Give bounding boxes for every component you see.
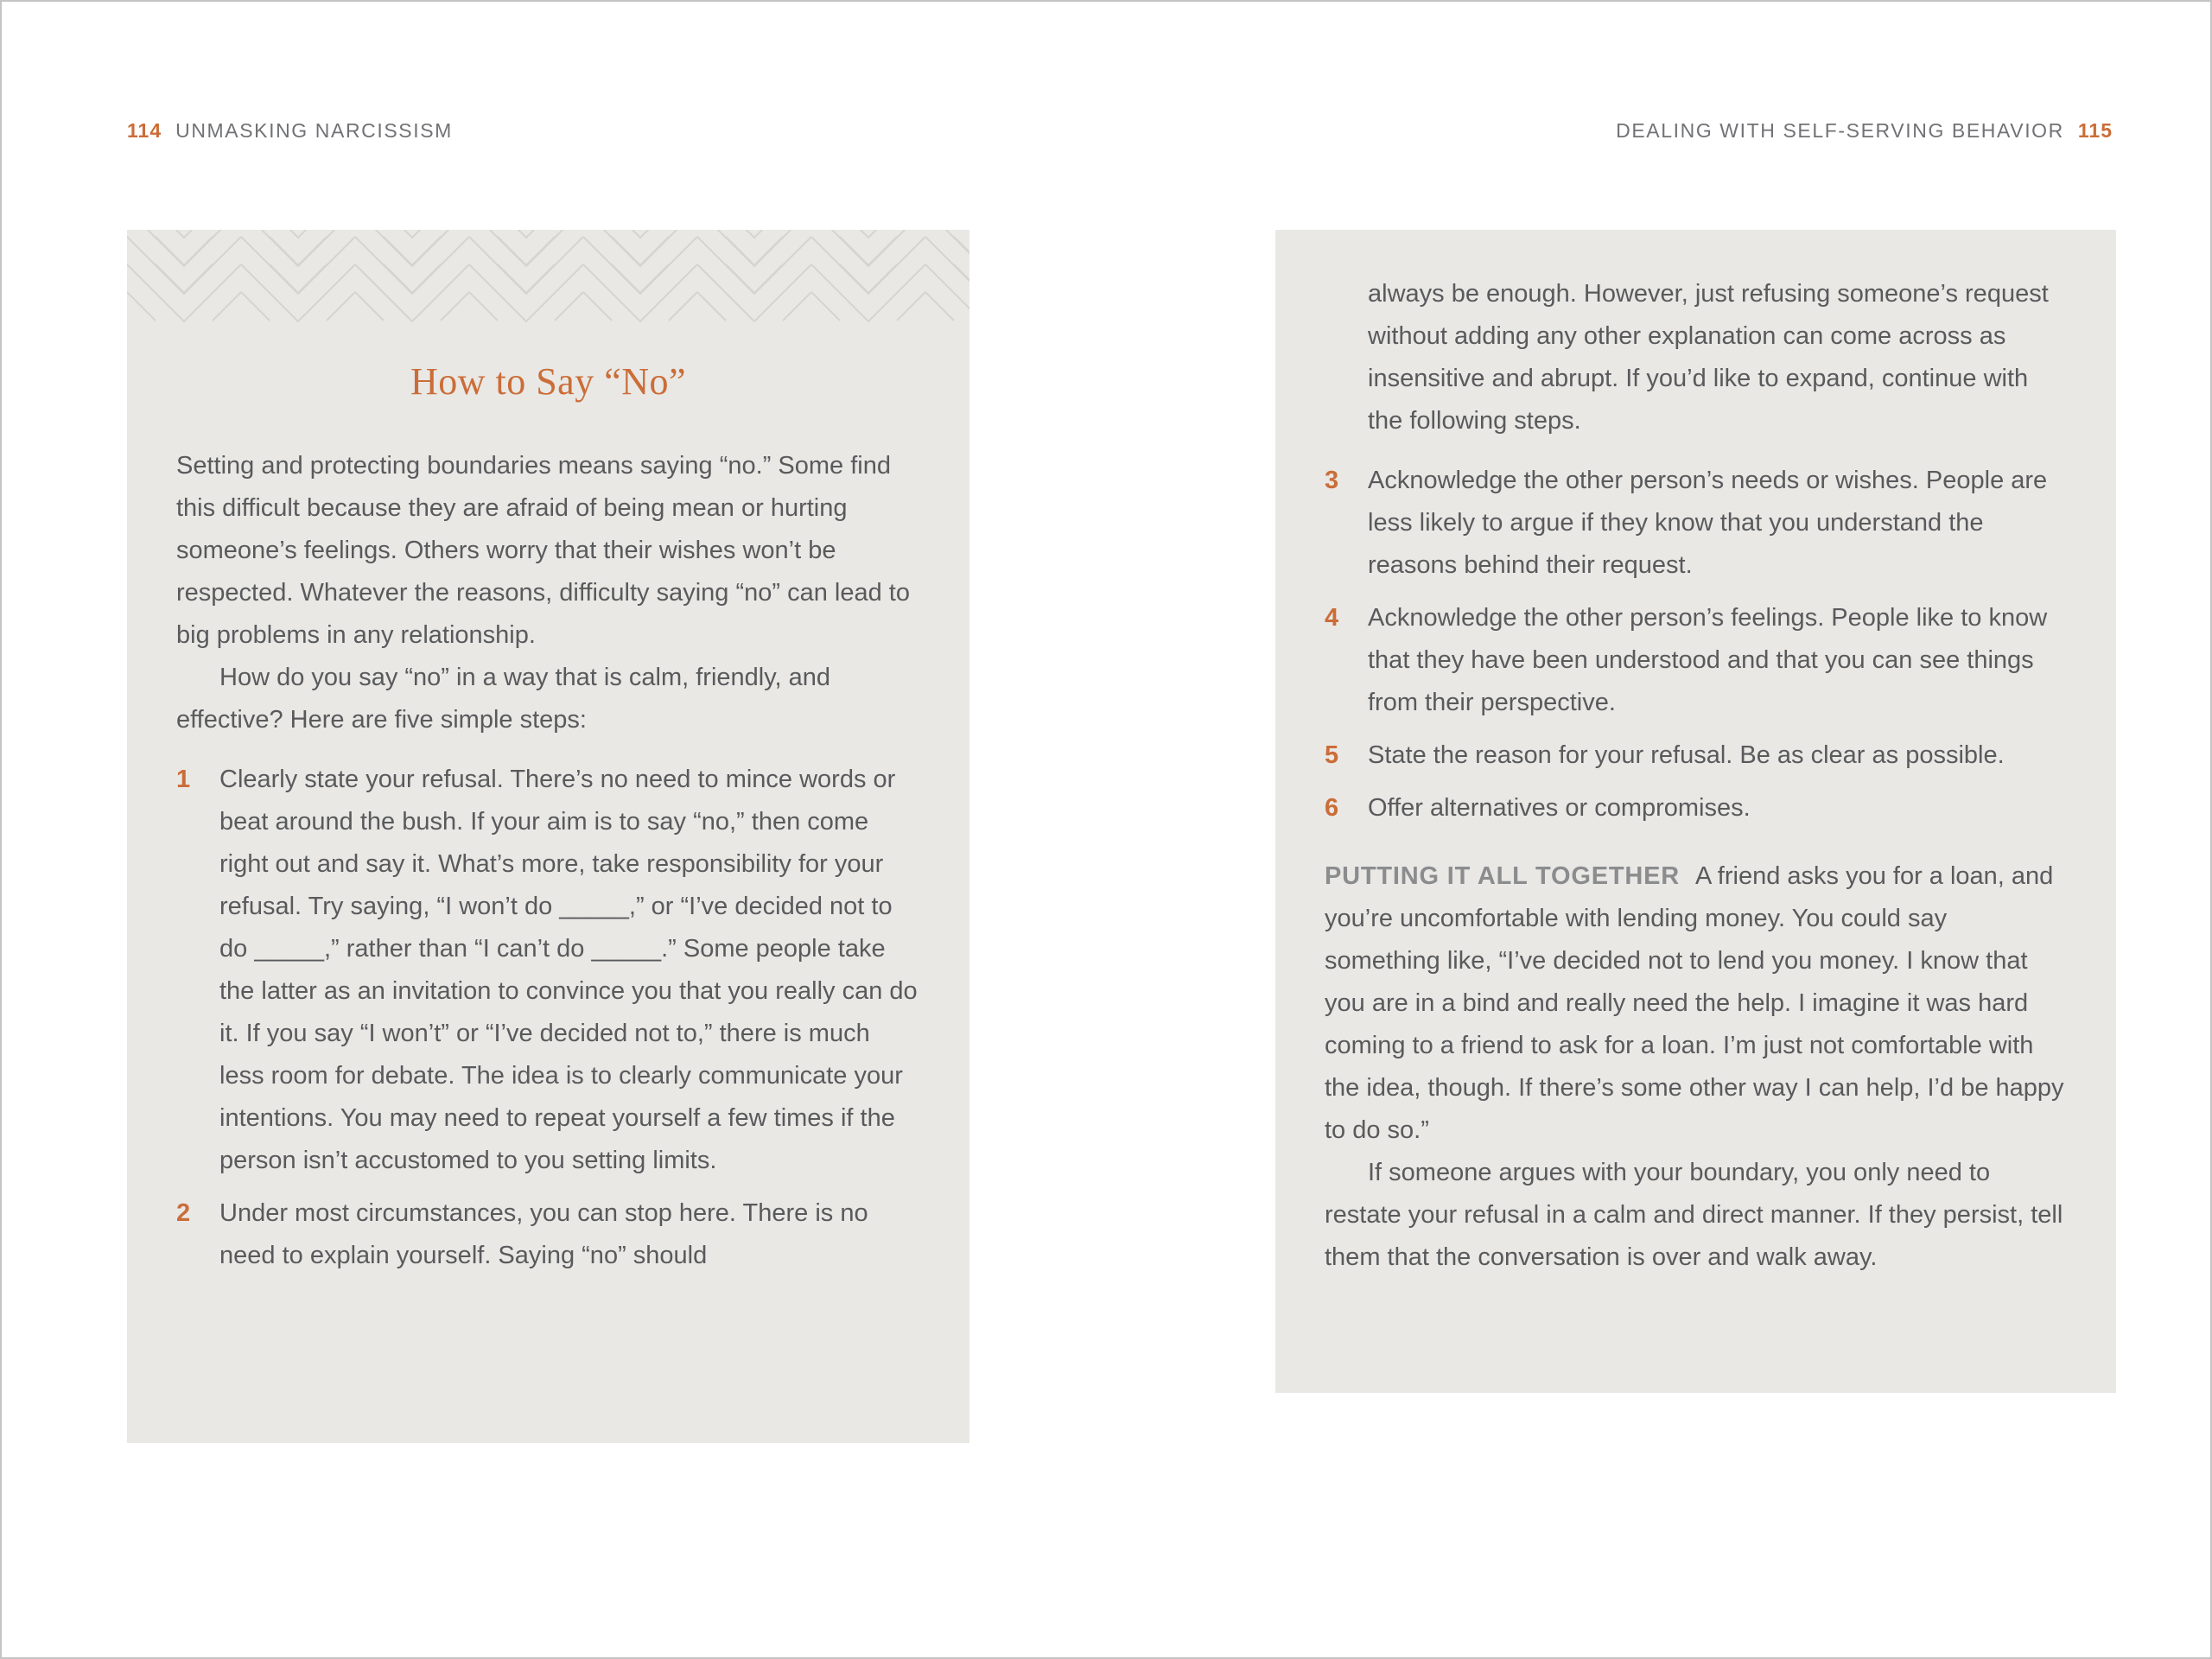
chevron-pattern-decoration [127, 230, 969, 325]
left-content-box [127, 230, 969, 1443]
page-number-right: 115 [2077, 119, 2113, 142]
step-number: 5 [1325, 741, 1339, 769]
running-head-right [1616, 119, 2113, 143]
step-text: Clearly state your refusal. There’s no need to mince words or beat around the bush. If your aim is to say “no,” then come right out and say it. What’s more, take responsibility for your refusal. Try saying, “I won’t do _____,” or “I’ve decided not to do _____,” rather than “I can’t do _____.” Some people take the latter as an invitation to convince you that you really can do it. If you say “I won’t” or “I’ve decided not to,” there is much less room for debate. The idea is to clearly communicate your intentions. You may need to repeat yourself a few times if the person isn’t accustomed to you setting limits. [219, 766, 918, 1174]
list-item [176, 1192, 920, 1277]
numbered-steps-list [1325, 460, 2067, 830]
step-number: 3 [1325, 467, 1339, 494]
step-text: Under most circumstances, you can stop here. There is no need to explain yourself. Saying “no” should [219, 1199, 868, 1269]
list-item [176, 759, 920, 1182]
paragraph: always be enough. However, just refusing someone’s request without adding any other explanation can come across as insensitive and abrupt. If you’d like to expand, continue with the following steps. [1368, 280, 2049, 435]
step-number: 6 [1325, 794, 1339, 822]
running-title-right: DEALING WITH SELF-SERVING BEHAVIOR [1616, 119, 2064, 142]
step-text: Acknowledge the other person’s feelings. People like to know that they have been understood and that you can see things from their perspective. [1368, 604, 2048, 716]
step-number: 1 [176, 766, 191, 793]
list-item [1325, 734, 2067, 777]
numbered-steps-list [176, 759, 920, 1277]
list-item [1325, 460, 2067, 587]
paragraph: If someone argues with your boundary, you only need to restate your refusal in a calm and direct manner. If they persist, tell them that the conversation is over and walk away. [1325, 1159, 2063, 1271]
running-head [127, 119, 2113, 143]
paragraph: How do you say “no” in a way that is calm, friendly, and effective? Here are five simple steps: [176, 664, 831, 734]
section-title: How to Say “No” [410, 360, 687, 403]
page-number-left: 114 [127, 119, 162, 142]
running-title-left: UNMASKING NARCISSISM [175, 119, 453, 142]
paragraph: Setting and protecting boundaries means saying “no.” Some find this difficult because they are afraid of being mean or hurting someone’s feelings. Others worry that their wishes won’t be respected. Whatever the reasons, difficulty saying “no” can lead to big problems in any relationship. [176, 452, 910, 649]
right-content-box [1275, 230, 2116, 1393]
step-text: State the reason for your refusal. Be as clear as possible. [1368, 741, 2005, 769]
step-number: 2 [176, 1199, 191, 1227]
list-item [1325, 787, 2067, 830]
step-text: Offer alternatives or compromises. [1368, 794, 1751, 822]
putting-it-all-together-label: PUTTING IT ALL TOGETHER [1325, 862, 1680, 890]
putting-it-all-together-paragraph [1325, 855, 2067, 1152]
putting-it-all-together-text: A friend asks you for a loan, and you’re uncomfortable with lending money. You could say something like, “I’ve decided not to lend you money. I know that you are in a bind and really need the help. I imagine it was hard coming to a friend to ask for a loan. I’m just not comfortable with the idea, though. If there’s some other way I can help, I’d be happy to do so.” [1325, 862, 2064, 1144]
list-item [1325, 597, 2067, 724]
step-text: Acknowledge the other person’s needs or wishes. People are less likely to argue if they know that you understand the reasons behind their request. [1368, 467, 2048, 579]
step-number: 4 [1325, 604, 1339, 632]
running-head-left [127, 119, 453, 143]
